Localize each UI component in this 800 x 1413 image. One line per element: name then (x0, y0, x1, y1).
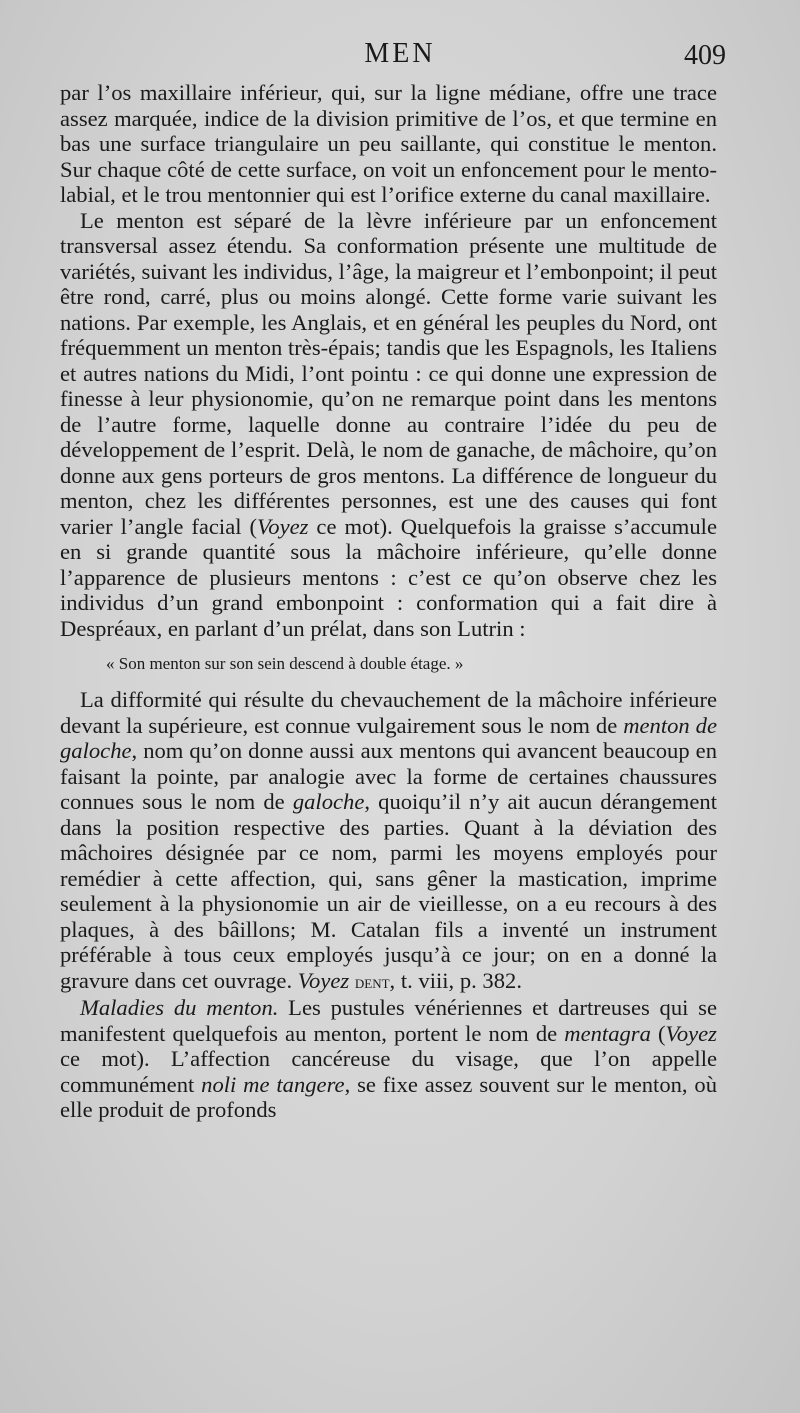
paragraph-2-text: Le menton est séparé de la lèvre inférieure par un enfoncement transversal assez étendu. Sa conformation présente une multitude de variétés, suivant les individus, l’âge, la maigreur et l’embonpoint; il peut être rond, carré, plus ou moins alongé. Cette forme varie suivant les nations. Par exemple, les Anglais, et en général les peuples du Nord, ont fréquemment un menton très-épais; tandis que les Espagnols, les Italiens et autres nations du Midi, l’ont pointu : ce qui donne une expression de finesse à leur physionomie, qu’on ne remarque point dans les mentons de l’autre forme, laquelle donne au contraire l’idée du peu de développement de l’esprit. Delà, le nom de ganache, de mâchoire, qu’on donne aux gens porteurs de gros mentons. La différence de longueur du menton, chez les différentes personnes, est une des causes qui font varier l’angle facial ( (60, 207, 717, 539)
paragraph-3-text-cont: , nom qu’on donne aussi aux mentons qui avancent beaucoup en faisant la pointe, par analogie avec la forme de certaines chaussures connues sous le nom de (60, 738, 717, 814)
paragraph-2 (60, 208, 717, 642)
paragraph-3 (60, 687, 717, 995)
term-galoche: galoche (292, 789, 365, 814)
paragraph-2-text-cont: ce mot). Quelquefois la graisse s’accumule en si grande quantité sous la mâchoire inférieure, qu’elle donne l’apparence de plusieurs mentons : c’est ce qu’on observe chez les individus d’un grand embonpoint : conformation qui a fait dire à Despréaux, en parlant d’un prélat, dans son Lutrin : (60, 513, 717, 641)
paragraph-3-text: La difformité qui résulte du chevauchement de la mâchoire inférieure devant la supérieure, est connue vulgairement sous le nom de (60, 687, 717, 738)
paragraph-4-text-end: , se fixe assez souvent sur le menton, où elle produit de profonds (60, 1071, 718, 1122)
cross-ref-dent: dent (354, 971, 390, 993)
term-noli-me-tangere: noli me tangere (201, 1071, 345, 1097)
paragraph-4 (60, 995, 717, 1123)
term-mentagra: mentagra (564, 1020, 651, 1046)
section-heading-maladies: Maladies du menton. (80, 995, 279, 1020)
paragraph-1 (60, 80, 717, 208)
page-header (0, 38, 800, 82)
paragraph-4-text: Les pustules vénériennes et dartreuses qui se manifestent quelquefois au menton, portent le nom de (60, 995, 718, 1046)
paragraph-1-text: par l’os maxillaire inférieur, qui, sur la ligne médiane, offre une trace assez marquée, indice de la division primitive de l’os, et que termine en bas une surface triangulaire un peu saillante, qui constitue le menton. Sur chaque côté de cette surface, on voit un enfoncement pour le mento-labial, et le trou mentonnier qui est l’orifice externe du canal maxillaire. (60, 80, 717, 207)
term-menton-de-galoche: menton de galoche (60, 712, 717, 763)
voyez-ref: Voyez (257, 513, 309, 539)
running-head: MEN (364, 38, 436, 69)
paragraph-4-paren: ( (650, 1020, 666, 1046)
voyez-ref: Voyez (665, 1020, 717, 1046)
body-text (60, 80, 717, 1123)
cross-ref-location: , t. viii, p. 382. (389, 967, 522, 993)
verse-quote: « Son menton sur son sein descend à double étage. » (106, 654, 464, 673)
paragraph-3-text-cont2: , quoiqu’il n’y ait aucun dérangement dans la position respective des parties. Quant à la déviation des mâchoires désignée par ce nom, parmi les moyens employés pour remédier à cette affection, qui, sans gêner la mastication, imprime seulement à la physionomie un air de vieillesse, on a eu recours à des plaques, à des bâillons; M. Catalan fils a inventé un instrument préférable à tous ceux employés jusqu’à ce jour; on en a donné la gravure dans cet ouvrage. (60, 789, 717, 993)
voyez-ref: Voyez (297, 967, 350, 993)
page-number: 409 (684, 40, 726, 71)
paragraph-4-text-cont: ce mot). L’affection cancéreuse du visage, que l’on appelle communément (60, 1046, 717, 1097)
